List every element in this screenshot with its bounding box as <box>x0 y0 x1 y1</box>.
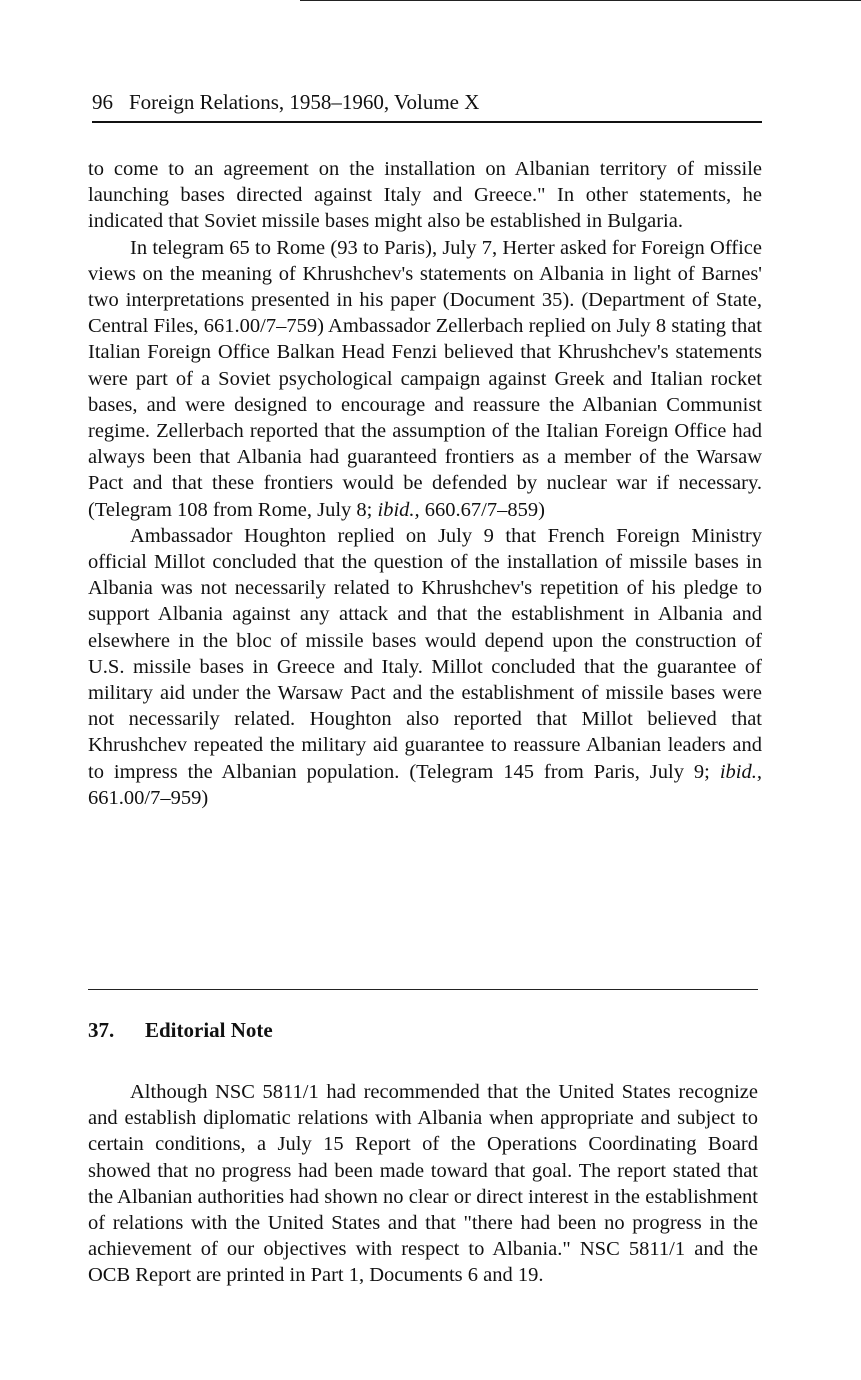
citation-number: 660.67/7–859) <box>424 498 545 521</box>
paragraph-text: Ambassador Houghton replied on July 9 that French Foreign Ministry official Millot concluded that the question of the installation of missile bases in Albania was not necessarily related to Khrushchev's repetition of his pledge to support Albania against any attack and that the establishment in Albania and elsewhere in the bloc of missile bases would depend upon the construction of U.S. missile bases in Greece and Italy. Millot concluded that the guarantee of military aid under the Warsaw Pact and the establishment of missile bases were not necessarily related. Houghton also reported that Millot believed that Khrushchev repeated the military aid guarantee to reassure Albanian leaders and to impress the Albanian population. (Telegram 145 from Paris, July 9; <box>88 524 762 783</box>
page-number: 96 <box>92 90 113 114</box>
ibid-citation: ibid., <box>377 498 420 521</box>
section-number: 37. <box>88 1018 115 1042</box>
citation-number: 661.00/7–959) <box>88 786 209 809</box>
volume-title: Foreign Relations, 1958–1960, Volume X <box>129 90 480 114</box>
paragraph-houghton-reply <box>88 523 762 811</box>
header-rule <box>92 121 762 123</box>
body-text <box>88 156 762 811</box>
section-divider <box>88 989 758 990</box>
running-head <box>92 88 762 116</box>
paragraph-text: In telegram 65 to Rome (93 to Paris), July 7, Herter asked for Foreign Office views on the meaning of Khrushchev's statements on Albania in light of Barnes' two interpretations presented in his paper (Document 35). (Department of State, Central Files, 661.00/7–759) Ambassador Zellerbach replied on July 8 stating that Italian Foreign Office Balkan Head Fenzi believed that Khrushchev's statements were part of a Soviet psychological campaign against Greek and Italian rocket bases, and were designed to encourage and reassure the Albanian Communist regime. Zellerbach reported that the assumption of the Italian Foreign Office had always been that Albania had guaranteed frontiers as a member of the Warsaw Pact and that these frontiers would be defended by nuclear war if necessary. (Telegram 108 from Rome, July 8; <box>88 236 762 521</box>
paragraph-continued: to come to an agreement on the installation on Albanian territory of missile launching bases directed against Italy and Greece." In other statements, he indicated that Soviet missile bases might also be established in Bulgaria. <box>88 158 762 233</box>
section-heading <box>88 1016 273 1044</box>
editorial-note-text <box>88 1079 758 1289</box>
paragraph-herter-telegram <box>88 235 762 523</box>
section-title: Editorial Note <box>145 1018 273 1042</box>
ibid-citation: ibid., <box>719 760 762 783</box>
paragraph-nsc-report: Although NSC 5811/1 had recommended that the United States recognize and establish diplomatic relations with Albania when appropriate and subject to certain conditions, a July 15 Report of the Operations Coordinating Board showed that no progress had been made toward that goal. The report stated that the Albanian authorities had shown no clear or direct interest in the establishment of relations with the United States and that "there had been no progress in the achievement of our objectives with respect to Albania." NSC 5811/1 and the OCB Report are printed in Part 1, Documents 6 and 19. <box>88 1081 758 1287</box>
page-top-edge <box>300 0 861 1</box>
